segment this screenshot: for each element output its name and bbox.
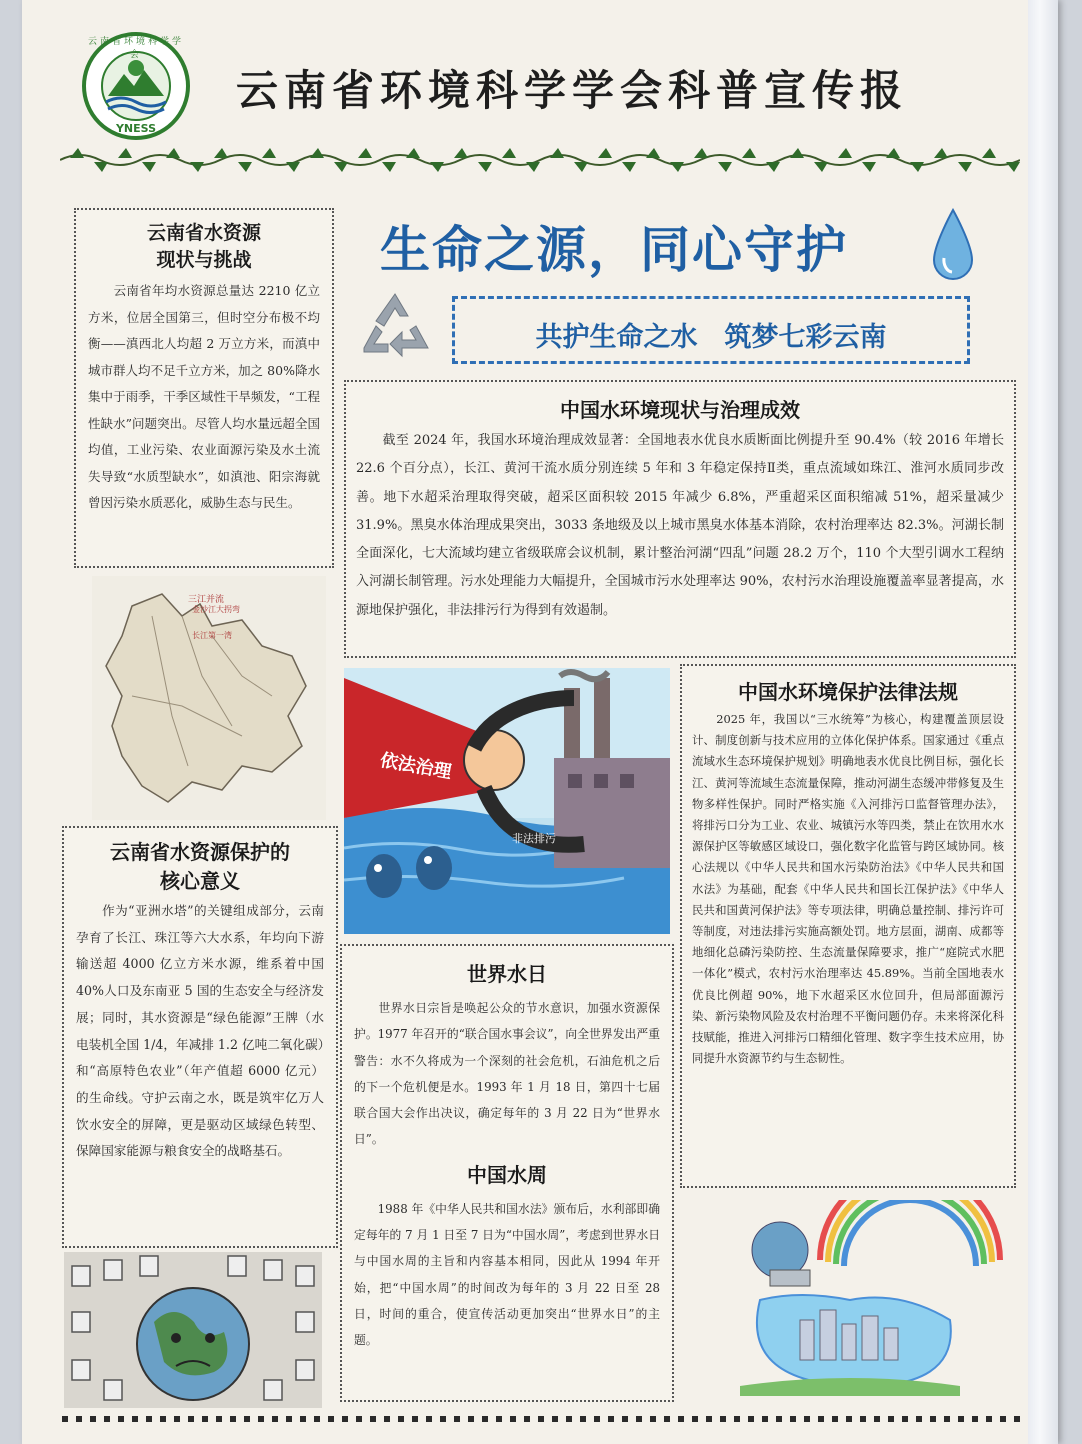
section-laws-title: 中国水环境保护法律法规 (738, 680, 958, 704)
map-label-three-rivers: 三江并流 (188, 595, 225, 605)
logo-abbr: YNESS (115, 122, 157, 135)
logo-ring-text: 云南省环境科学学会 (87, 37, 184, 60)
cartoon-earth-hands (64, 1252, 322, 1408)
recycle-icon (356, 290, 434, 360)
section-china-water-status-title: 中国水环境现状与治理成效 (560, 398, 800, 422)
world-water-day-title: 世界水日 (467, 962, 547, 986)
section-water-status-title-1: 云南省水资源 (146, 222, 261, 244)
slogan-text: 共护生命之水 筑梦七彩云南 (535, 322, 887, 353)
cartoon-earth-hands-drawing (64, 1252, 322, 1408)
section-china-water-status-body: 截至 2024 年，我国水环境治理成效显著：全国地表水优良水质断面比例提升至 90.4%（较 2016 年增长 22.6 个百分点），长江、黄河干流水质分别连续 5 年和 3 年稳定保持Ⅱ类，重点流域如珠江、淮河水质同步改善。地下水超采治理取得突破，超采区面积较 2015 年减少 6.8%，严重超采区面积缩减 51%，超采量减少 31.9%。黑臭水体治理成果突出，3033 条地级及以上城市黑臭水体基本消除，农村治理率达 82.3%。河湖长制全面深化，七大流域均建立省级联席会议机制，累计整治河湖“四乱”问题 28.2 万个，110 个大型引调水工程纳入河湖长制管理。污水处理能力大幅提升，全国城市污水处理率达 90%，农村污水治理设施覆盖率显著提高，水源地保护强化，非法排污行为得到有效遏制。 (356, 433, 1004, 618)
section-water-status-body: 云南省年均水资源总量达 2210 亿立方米，位居全国第三，但时空分布极不均衡——滇西北人均超 2 万立方米，而滇中城市群人均不足千立方米，加之 80%降水集中于雨季，干季区域性干旱频发，“工程性缺水”问题突出。尽管人均水量远超全国均值，工业污染、农业面源污染及水土流失导致“水质型缺水”，如滇池、阳宗海就曾因污染水质恶化，威胁生态与民生。 (88, 283, 320, 510)
section-china-water-status (344, 380, 1016, 658)
section-laws-body: 2025 年，我国以“三水统筹”为核心，构建覆盖顶层设计、制度创新与技术应用的立体化保护体系。国家通过《重点流域水生态环境保护规划》明确地表水优良比例目标，强化长江、黄河等流域生态流量保障，推动河湖生态缓冲带修复及生物多样性保护。同时严格实施《入河排污口监督管理办法》，将排污口分为工业、农业、城镇污水等四类，禁止在饮用水水源保护区等敏感区域设口，强化数字化监管与跨区域协同。核心法规以《中华人民共和国水污染防治法》《中华人民共和国水法》为基础，配套《中华人民共和国长江保护法》《中华人民共和国黄河保护法》等专项法律，明确总量控制、排污许可等制度，对违法排污实施高额处罚。地方层面，湖南、成都等地细化总磷污染防控、生态流量保障要求，推广“庭院式水肥一体化”模式，农村污水治理率达 45.89%。当前全国地表水优良比例超 90%，地下水超采区水位回升，但局部面源污染、新污染物风险及农村治理不平衡问题仍存。未来将深化科技赋能，推进入河排污口精细化管理、数字孪生技术应用，协同提升水资源节约与生态韧性。 (692, 712, 1004, 1066)
cartoon-sleeve-text: 依法治理 (378, 749, 454, 784)
section-significance-title-2: 核心意义 (160, 869, 240, 893)
section-water-status-title-2: 现状与挑战 (156, 249, 252, 271)
yunnan-map (92, 576, 326, 820)
cartoon-rule-of-law (344, 668, 670, 934)
map-label-jinsha: 金沙江大拐弯 (192, 605, 240, 614)
china-water-week-body: 1988 年《中华人民共和国水法》颁布后，水利部即确定每年的 7 月 1 日至 7 日为“中国水周”，考虑到世界水日与中国水周的主旨和内容基本相同，因此从 1994 年开始，把“中国水周”的时间改为每年的 3 月 22 日至 28 日，时间的重合，使宣传活动更加突出“世界水日”的主题。 (354, 1201, 660, 1348)
section-significance-body: 作为“亚洲水塔”的关键组成部分，云南孕育了长江、珠江等六大水系，年均向下游输送超 4000 亿立方米水源，维系着中国 40%人口及东南亚 5 国的生态安全与经济发展；同时，其水资源是“绿色能源”王牌（水电装机全国 1/4，年减排 1.2 亿吨二氧化碳）和“高原特色农业”（年产值超 6000 亿元）的生命线。守护云南之水，既是筑牢亿万人饮水安全的屏障，更是驱动区域绿色转型、保障国家能源与粮食安全的战略基石。 (76, 903, 324, 1159)
section-significance (62, 826, 338, 1248)
masthead-title: 云南省环境科学学会科普宣传报 (236, 66, 909, 115)
section-water-status (74, 208, 334, 568)
water-drop-icon (930, 208, 976, 284)
map-label-first-bend: 长江第一湾 (192, 631, 232, 640)
footer-dotted-border (62, 1412, 1022, 1426)
section-significance-title-1: 云南省水资源保护的 (110, 840, 290, 864)
main-headline: 生命之源，同心守护 (380, 221, 848, 279)
section-water-day (340, 944, 674, 1402)
cartoon-rule-of-law-drawing (344, 668, 670, 934)
vine-divider (60, 138, 1020, 182)
section-laws (680, 664, 1016, 1188)
slogan-box (452, 296, 970, 364)
cartoon-water-city (700, 1200, 1010, 1400)
page-edge (1028, 0, 1058, 1444)
china-water-week-title: 中国水周 (467, 1162, 547, 1187)
cartoon-water-city-drawing (700, 1200, 1010, 1400)
world-water-day-body: 世界水日宗旨是唤起公众的节水意识，加强水资源保护。1977 年召开的“联合国水事会议”，向全世界发出严重警告：水不久将成为一个深刻的社会危机，石油危机之后的下一个危机便是水。1993 年 1 月 18 日，第四十七届联合国大会作出决议，确定每年的 3 月 22 日为“世界水日”。 (354, 1001, 660, 1147)
cartoon-pipe-text: 非法排污 (512, 832, 556, 845)
